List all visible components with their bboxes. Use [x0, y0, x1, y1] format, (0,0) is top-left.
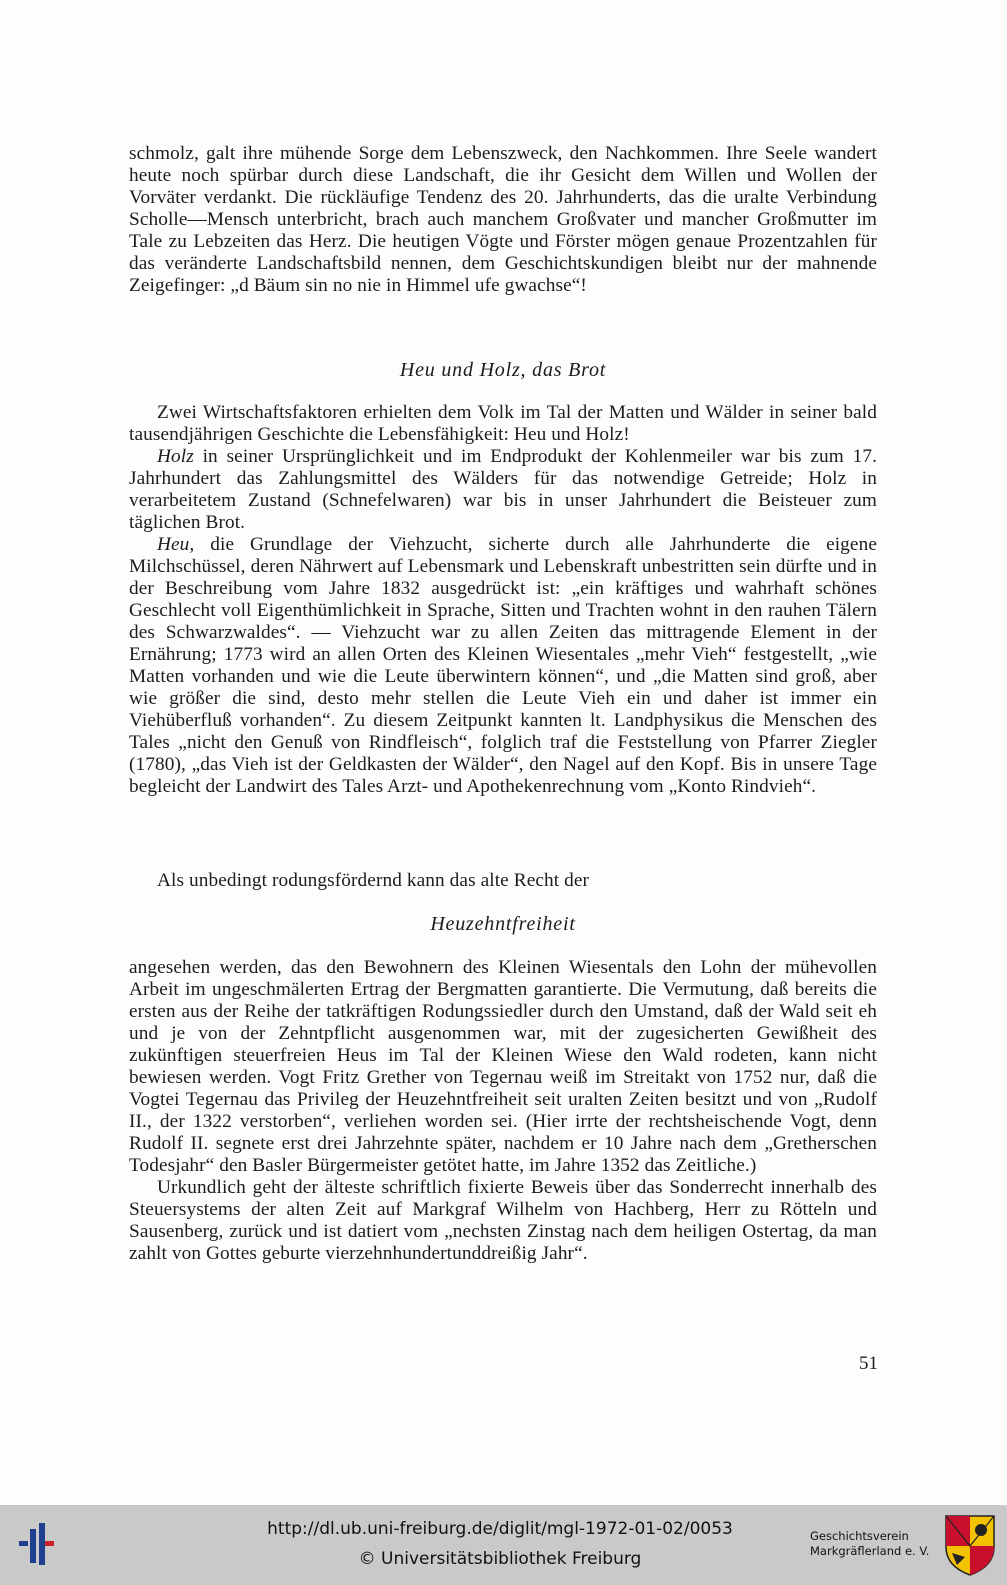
text-block-intro [129, 870, 877, 892]
paragraph-5: Als unbedingt rodungsfördernd kann das alte Recht der [157, 870, 590, 891]
copyright-notice: © Universitätsbibliothek Freiburg [358, 1549, 642, 1569]
text-block-bottom [129, 957, 877, 1265]
section-heading-heu-und-holz: Heu und Holz, das Brot [399, 359, 607, 381]
coat-of-arms-icon [943, 1513, 997, 1577]
paragraph-1: schmolz, galt ihre mühende Sorge dem Lebenszweck, den Nachkommen. Ihre Seele wandert heute noch spürbar durch diese Landschaft, die ihr Gesicht dem Willen und Wollen der Vorväter verdankt. Die rückläufige Tendenz des 20. Jahrhunderts, das die uralte Verbindung Scholle—Mensch unterbricht, brach auch manchem Großvater und mancher Großmutter im Tale zu Lebzeiten das Herz. Die heutigen Vögte und Förster mögen genaue Prozentzahlen für das veränderte Landschaftsbild nennen, dem Geschichtskundigen bleibt nur der mahnende Zeigefinger: „d Bäum sin no nie in Himmel ufe gwachse“! [129, 143, 877, 296]
society-name [810, 1529, 942, 1559]
lead-word-holz: Holz [157, 446, 194, 467]
society-name-line1: Geschichtsverein [810, 1529, 909, 1543]
paragraph-4-text: die Grundlage der Viehzucht, sicherte durch alle Jahrhunderte die eigene Milchschüssel, deren Nährwert auf Lebensmark und Lebenskraft unbestritten sein dürfte und in der Beschreibung vom Jahre 1832 ausgedrückt ist: „ein kräftiges und wahrhaft schönes Geschlecht voll Eigenthümlichkeit in Sprache, Sitten und Trachten wohnt in den rauhen Tälern des Schwarzwaldes“. — Viehzucht war zu allen Zeiten das mittragende Element in der Ernährung; 1773 wird an allen Orten des Kleinen Wiesentales „mehr Vieh“ festgestellt, „wie Matten vorhanden und wie die Leute überwintern können“, und „die Matten sind groß, aber wie größer die sind, desto mehr stellen die Leute Vieh ein und daher ist immer ein Viehüberfluß vorhanden“. Zu diesem Zeitpunkt kannten lt. Landphysikus die Menschen des Tales „nicht den Genuß von Rindfleisch“, folglich traf die Feststellung von Pfarrer Ziegler (1780), „das Vieh ist der Geldkasten der Wälder“, den Nagel auf den Kopf. Bis in unsere Tage begleicht der Landwirt des Tales Arzt- und Apothekenrechnung vom „Konto Rindvieh“. [129, 534, 877, 797]
paragraph-2: Zwei Wirtschaftsfaktoren erhielten dem Volk im Tal der Matten und Wälder in seiner bald tausendjährigen Geschichte die Lebensfähigkeit: Heu und Holz! [129, 402, 877, 445]
text-block-top [129, 143, 877, 297]
footer-bar [0, 1505, 1007, 1585]
page-number: 51 [859, 1353, 878, 1374]
paragraph-4 [129, 534, 877, 798]
section-heading-heuzehntfreiheit: Heuzehntfreiheit [430, 913, 576, 935]
lead-word-heu: Heu, [157, 534, 195, 555]
permalink-url[interactable]: http://dl.ub.uni-freiburg.de/diglit/mgl-1972-01-02/0053 [267, 1519, 733, 1539]
paragraph-7: Urkundlich geht der älteste schriftlich fixierte Beweis über das Sonderrecht innerhalb des Steuersystems der alten Zeit auf Markgraf Wilhelm von Hachberg, Herr zu Rötteln und Sausenberg, zurück und ist datiert vom „nechsten Zinstag nach dem heiligen Ostertag, da man zahlt von Gottes geburte vierzehnhundertunddreißig Jahr“. [129, 1177, 877, 1264]
paragraph-3-text: in seiner Ursprünglichkeit und im Endprodukt der Kohlenmeiler war bis zum 17. Jahrhundert das Zahlungsmittel des Wälders für das notwendige Getreide; Holz in verarbeitetem Zustand (Schnefelwaren) war bis in unser Jahrhundert die Beisteuer zum täglichen Brot. [129, 446, 877, 533]
paragraph-3 [129, 446, 877, 534]
paragraph-6: angesehen werden, das den Bewohnern des Kleinen Wiesentals den Lohn der mühevollen Arbeit im ungeschmälerten Ertrag der Bergmatten garantierte. Die Vermutung, daß bereits die ersten aus der Reihe der tatkräftigen Rodungssiedler durch den Umstand, daß der Wald seit eh und je von der Zehntpflicht ausgenommen war, mit der zugesicherten Gewißheit des zukünftigen steuerfreien Heus im Tal der Kleinen Wiese den Wald rodeten, kann nicht bewiesen werden. Vogt Fritz Grether von Tegernau weiß im Streitakt von 1752 nur, daß die Vogtei Tegernau das Privileg der Heuzehntfreiheit seit uralten Zeiten besitzt und von „Rudolf II., der 1322 verstorben“, verliehen worden sei. (Hier irrte der rechtsheischende Vogt, denn Rudolf II. segnete erst drei Jahrzehnte später, nachdem er 10 Jahre nach dem „Gretherschen Todesjahr“ den Basler Bürgermeister getötet hatte, im Jahre 1352 das Zeitliche.) [129, 957, 877, 1176]
ub-freiburg-logo-icon [14, 1519, 66, 1571]
society-name-line2: Markgräflerland e. V. [810, 1544, 930, 1558]
text-block-middle [129, 402, 877, 798]
